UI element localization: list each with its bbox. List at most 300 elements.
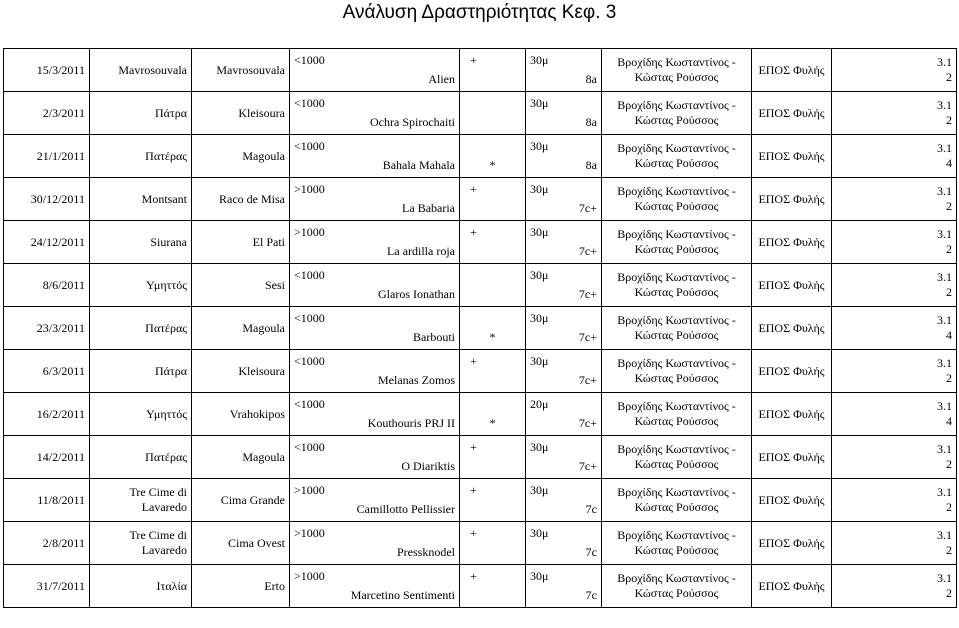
sector-value: Raco de Misa — [219, 191, 285, 206]
style-cell — [460, 565, 526, 608]
grade-value: 7c — [585, 545, 597, 559]
sector-cell — [192, 135, 290, 178]
area-cell — [90, 436, 192, 479]
sector-cell — [192, 264, 290, 307]
route-name: Barbouti — [413, 330, 455, 344]
duration-cell — [526, 307, 602, 350]
grade-value: 7c — [585, 588, 597, 602]
grade-value: 7c+ — [578, 373, 597, 387]
route-cell — [290, 307, 460, 350]
route-name: La Babaria — [402, 201, 455, 215]
table-row — [4, 522, 957, 565]
area-cell — [90, 479, 192, 522]
style-cell — [460, 178, 526, 221]
climbers-cell — [602, 49, 752, 92]
length-value: >1000 — [294, 483, 325, 497]
climber-partner: Κώστας Ρούσσος — [634, 70, 719, 84]
style-cell — [460, 479, 526, 522]
date-cell — [4, 264, 90, 307]
route-cell — [290, 350, 460, 393]
route-cell — [290, 49, 460, 92]
level-value: 2 — [946, 543, 952, 557]
route-name: Ochra Spirochaiti — [370, 115, 455, 129]
date-value: 2/8/2011 — [42, 535, 85, 550]
area-cell — [90, 92, 192, 135]
style-cell — [460, 92, 526, 135]
org-value: ΕΠΟΣ Φυλής — [758, 406, 825, 421]
code-cell — [832, 479, 957, 522]
area-cell — [90, 178, 192, 221]
duration-cell — [526, 135, 602, 178]
table-row — [4, 221, 957, 264]
route-cell — [290, 135, 460, 178]
grade-value: 7c+ — [578, 416, 597, 430]
area-cell — [90, 522, 192, 565]
style-flag-plus: + — [470, 182, 477, 196]
duration-cell — [526, 49, 602, 92]
duration-value: 30μ — [530, 268, 549, 282]
grade-value: 7c+ — [578, 287, 597, 301]
climber-partner: Κώστας Ρούσσος — [634, 328, 719, 342]
route-name: O Diariktis — [401, 459, 455, 473]
climber-primary: Βροχίδης Κωσταντίνος - — [617, 184, 736, 198]
style-flag-star: * — [489, 330, 496, 344]
route-cell — [290, 479, 460, 522]
code-cell — [832, 350, 957, 393]
org-value: ΕΠΟΣ Φυλής — [758, 492, 825, 507]
code-cell — [832, 565, 957, 608]
table-row — [4, 49, 957, 92]
route-name: La ardilla roja — [387, 244, 455, 258]
climbers-cell — [602, 436, 752, 479]
date-value: 16/2/2011 — [36, 406, 85, 421]
sector-cell — [192, 221, 290, 264]
route-name: Glaros Ionathan — [378, 287, 455, 301]
grade-value: 7c+ — [578, 459, 597, 473]
route-cell — [290, 565, 460, 608]
sector-cell — [192, 393, 290, 436]
route-name: Marcetino Sentimenti — [350, 588, 455, 602]
climbers-cell — [602, 350, 752, 393]
level-value: 2 — [946, 457, 952, 471]
climber-partner: Κώστας Ρούσσος — [634, 285, 719, 299]
duration-cell — [526, 178, 602, 221]
climbers-cell — [602, 522, 752, 565]
table-row — [4, 307, 957, 350]
sector-value: Erto — [264, 578, 285, 593]
org-value: ΕΠΟΣ Φυλής — [758, 234, 825, 249]
style-cell — [460, 350, 526, 393]
duration-cell — [526, 221, 602, 264]
org-value: ΕΠΟΣ Φυλής — [758, 320, 825, 335]
style-flag-plus: + — [470, 483, 477, 497]
level-value: 4 — [946, 414, 952, 428]
code-value: 3.1 — [937, 356, 952, 370]
org-cell — [752, 436, 832, 479]
duration-value: 30μ — [530, 526, 549, 540]
climbers-cell — [602, 92, 752, 135]
duration-cell — [526, 393, 602, 436]
level-value: 2 — [946, 285, 952, 299]
sector-value: Kleisoura — [238, 363, 285, 378]
area-value: Ιταλία — [156, 578, 187, 593]
style-flag-plus: + — [470, 440, 477, 454]
duration-value: 30μ — [530, 483, 549, 497]
area-value: Siurana — [150, 234, 187, 249]
org-cell — [752, 178, 832, 221]
duration-cell — [526, 522, 602, 565]
level-value: 2 — [946, 70, 952, 84]
climber-partner: Κώστας Ρούσσος — [634, 457, 719, 471]
climber-primary: Βροχίδης Κωσταντίνος - — [617, 528, 736, 542]
level-value: 4 — [946, 328, 952, 342]
route-cell — [290, 264, 460, 307]
style-cell — [460, 522, 526, 565]
route-cell — [290, 393, 460, 436]
climber-partner: Κώστας Ρούσσος — [634, 242, 719, 256]
duration-cell — [526, 264, 602, 307]
area-value: Tre Cime di Lavaredo — [129, 485, 187, 514]
grade-value: 7c+ — [578, 201, 597, 215]
climber-partner: Κώστας Ρούσσος — [634, 113, 719, 127]
length-value: <1000 — [294, 139, 325, 153]
table-row — [4, 350, 957, 393]
climber-partner: Κώστας Ρούσσος — [634, 500, 719, 514]
date-value: 21/1/2011 — [36, 148, 85, 163]
table-row — [4, 479, 957, 522]
sector-value: Kleisoura — [238, 105, 285, 120]
duration-value: 30μ — [530, 139, 549, 153]
sector-value: Cima Grande — [220, 492, 285, 507]
area-cell — [90, 565, 192, 608]
duration-cell — [526, 92, 602, 135]
climber-primary: Βροχίδης Κωσταντίνος - — [617, 98, 736, 112]
org-value: ΕΠΟΣ Φυλής — [758, 363, 825, 378]
style-flag-plus: + — [470, 569, 477, 583]
date-value: 31/7/2011 — [36, 578, 85, 593]
table-body — [4, 49, 957, 608]
org-cell — [752, 49, 832, 92]
area-cell — [90, 350, 192, 393]
sector-cell — [192, 307, 290, 350]
code-value: 3.1 — [937, 399, 952, 413]
duration-value: 30μ — [530, 53, 549, 67]
sector-value: Cima Ovest — [228, 535, 285, 550]
date-value: 23/3/2011 — [36, 320, 85, 335]
area-value: Πάτρα — [154, 363, 187, 378]
length-value: <1000 — [294, 397, 325, 411]
table-row — [4, 178, 957, 221]
climbers-cell — [602, 393, 752, 436]
date-value: 24/12/2011 — [30, 234, 85, 249]
sector-cell — [192, 522, 290, 565]
duration-cell — [526, 565, 602, 608]
code-value: 3.1 — [937, 184, 952, 198]
sector-cell — [192, 350, 290, 393]
level-value: 4 — [946, 156, 952, 170]
style-flag-star: * — [489, 158, 496, 172]
length-value: <1000 — [294, 96, 325, 110]
date-cell — [4, 307, 90, 350]
duration-value: 30μ — [530, 96, 549, 110]
style-cell — [460, 221, 526, 264]
org-cell — [752, 479, 832, 522]
code-value: 3.1 — [937, 313, 952, 327]
climbers-cell — [602, 565, 752, 608]
code-cell — [832, 522, 957, 565]
grade-value: 7c — [585, 502, 597, 516]
date-value: 6/3/2011 — [42, 363, 85, 378]
duration-value: 30μ — [530, 354, 549, 368]
date-cell — [4, 393, 90, 436]
duration-value: 20μ — [530, 397, 549, 411]
date-cell — [4, 350, 90, 393]
length-value: <1000 — [294, 53, 325, 67]
org-cell — [752, 135, 832, 178]
climber-partner: Κώστας Ρούσσος — [634, 199, 719, 213]
date-value: 15/3/2011 — [36, 62, 85, 77]
date-value: 8/6/2011 — [42, 277, 85, 292]
area-value: Montsant — [141, 191, 187, 206]
style-flag-plus: + — [470, 354, 477, 368]
area-cell — [90, 264, 192, 307]
date-value: 2/3/2011 — [42, 105, 85, 120]
climber-primary: Βροχίδης Κωσταντίνος - — [617, 313, 736, 327]
climber-primary: Βροχίδης Κωσταντίνος - — [617, 55, 736, 69]
sector-value: Magoula — [242, 449, 285, 464]
style-cell — [460, 49, 526, 92]
style-cell — [460, 307, 526, 350]
level-value: 2 — [946, 500, 952, 514]
style-cell — [460, 436, 526, 479]
climber-partner: Κώστας Ρούσσος — [634, 414, 719, 428]
sector-cell — [192, 92, 290, 135]
org-cell — [752, 264, 832, 307]
area-value: Πάτρα — [154, 105, 187, 120]
code-value: 3.1 — [937, 98, 952, 112]
sector-value: Magoula — [242, 320, 285, 335]
area-cell — [90, 393, 192, 436]
org-value: ΕΠΟΣ Φυλής — [758, 191, 825, 206]
route-name: Kouthouris PRJ II — [367, 416, 455, 430]
org-value: ΕΠΟΣ Φυλής — [758, 535, 825, 550]
duration-value: 30μ — [530, 225, 549, 239]
table-row — [4, 264, 957, 307]
date-cell — [4, 135, 90, 178]
area-value: Πατέρας — [145, 148, 187, 163]
area-cell — [90, 49, 192, 92]
duration-value: 30μ — [530, 182, 549, 196]
route-name: Bahala Mahala — [382, 158, 455, 172]
code-value: 3.1 — [937, 55, 952, 69]
table-row — [4, 393, 957, 436]
org-cell — [752, 350, 832, 393]
level-value: 2 — [946, 371, 952, 385]
route-name: Melanas Zomos — [378, 373, 455, 387]
date-cell — [4, 522, 90, 565]
duration-value: 30μ — [530, 569, 549, 583]
code-value: 3.1 — [937, 442, 952, 456]
sector-cell — [192, 479, 290, 522]
org-cell — [752, 565, 832, 608]
style-flag-star: * — [489, 416, 496, 430]
duration-cell — [526, 350, 602, 393]
area-value: Πατέρας — [145, 449, 187, 464]
climber-partner: Κώστας Ρούσσος — [634, 371, 719, 385]
length-value: <1000 — [294, 268, 325, 282]
grade-value: 8a — [585, 158, 597, 172]
style-flag-plus: + — [470, 53, 477, 67]
grade-value: 8a — [585, 72, 597, 86]
climber-primary: Βροχίδης Κωσταντίνος - — [617, 141, 736, 155]
climbers-cell — [602, 135, 752, 178]
area-cell — [90, 135, 192, 178]
length-value: <1000 — [294, 311, 325, 325]
code-value: 3.1 — [937, 270, 952, 284]
date-cell — [4, 92, 90, 135]
date-cell — [4, 479, 90, 522]
area-value: Tre Cime di Lavaredo — [129, 528, 187, 557]
route-name: Pressknodel — [397, 545, 455, 559]
area-value: Πατέρας — [145, 320, 187, 335]
route-cell — [290, 221, 460, 264]
org-cell — [752, 221, 832, 264]
style-cell — [460, 264, 526, 307]
code-cell — [832, 393, 957, 436]
sector-cell — [192, 178, 290, 221]
grade-value: 7c+ — [578, 330, 597, 344]
climber-primary: Βροχίδης Κωσταντίνος - — [617, 485, 736, 499]
style-cell — [460, 393, 526, 436]
date-value: 30/12/2011 — [30, 191, 85, 206]
climber-primary: Βροχίδης Κωσταντίνος - — [617, 399, 736, 413]
area-value: Υμηττός — [146, 277, 187, 292]
route-name: Alien — [428, 72, 455, 86]
level-value: 2 — [946, 586, 952, 600]
area-value: Υμηττός — [146, 406, 187, 421]
table-row — [4, 135, 957, 178]
org-value: ΕΠΟΣ Φυλής — [758, 62, 825, 77]
table-row — [4, 565, 957, 608]
style-flag-plus: + — [470, 225, 477, 239]
org-value: ΕΠΟΣ Φυλής — [758, 578, 825, 593]
code-value: 3.1 — [937, 227, 952, 241]
org-cell — [752, 393, 832, 436]
route-cell — [290, 436, 460, 479]
sector-value: Magoula — [242, 148, 285, 163]
sector-value: Mavrosouvala — [216, 62, 285, 77]
level-value: 2 — [946, 242, 952, 256]
code-cell — [832, 264, 957, 307]
route-name: Camillotto Pellissier — [356, 502, 455, 516]
climber-primary: Βροχίδης Κωσταντίνος - — [617, 270, 736, 284]
sector-cell — [192, 565, 290, 608]
date-value: 14/2/2011 — [36, 449, 85, 464]
level-value: 2 — [946, 199, 952, 213]
style-cell — [460, 135, 526, 178]
climber-primary: Βροχίδης Κωσταντίνος - — [617, 571, 736, 585]
length-value: >1000 — [294, 225, 325, 239]
org-cell — [752, 92, 832, 135]
date-cell — [4, 49, 90, 92]
sector-value: Vrahokipos — [229, 406, 285, 421]
date-cell — [4, 178, 90, 221]
climber-primary: Βροχίδης Κωσταντίνος - — [617, 442, 736, 456]
climber-partner: Κώστας Ρούσσος — [634, 156, 719, 170]
sector-cell — [192, 436, 290, 479]
code-value: 3.1 — [937, 485, 952, 499]
date-value: 11/8/2011 — [37, 492, 85, 507]
area-value: Mavrosouvala — [118, 62, 187, 77]
date-cell — [4, 565, 90, 608]
length-value: >1000 — [294, 526, 325, 540]
area-cell — [90, 307, 192, 350]
code-value: 3.1 — [937, 571, 952, 585]
grade-value: 8a — [585, 115, 597, 129]
table-row — [4, 436, 957, 479]
activity-table — [3, 48, 957, 608]
org-value: ΕΠΟΣ Φυλής — [758, 277, 825, 292]
climber-primary: Βροχίδης Κωσταντίνος - — [617, 227, 736, 241]
duration-value: 30μ — [530, 311, 549, 325]
climber-partner: Κώστας Ρούσσος — [634, 543, 719, 557]
org-value: ΕΠΟΣ Φυλής — [758, 105, 825, 120]
org-cell — [752, 307, 832, 350]
route-cell — [290, 178, 460, 221]
sector-value: Sesi — [264, 277, 285, 292]
duration-value: 30μ — [530, 440, 549, 454]
area-cell — [90, 221, 192, 264]
org-cell — [752, 522, 832, 565]
grade-value: 7c+ — [578, 244, 597, 258]
climbers-cell — [602, 264, 752, 307]
duration-cell — [526, 479, 602, 522]
code-cell — [832, 178, 957, 221]
length-value: <1000 — [294, 440, 325, 454]
code-value: 3.1 — [937, 141, 952, 155]
code-cell — [832, 436, 957, 479]
page-title: Ανάλυση Δραστηριότητας Κεφ. 3 — [342, 2, 617, 23]
climbers-cell — [602, 221, 752, 264]
length-value: >1000 — [294, 569, 325, 583]
climber-primary: Βροχίδης Κωσταντίνος - — [617, 356, 736, 370]
length-value: >1000 — [294, 182, 325, 196]
sector-cell — [192, 49, 290, 92]
table-row — [4, 92, 957, 135]
code-cell — [832, 92, 957, 135]
code-cell — [832, 221, 957, 264]
length-value: <1000 — [294, 354, 325, 368]
duration-cell — [526, 436, 602, 479]
code-cell — [832, 49, 957, 92]
level-value: 2 — [946, 113, 952, 127]
date-cell — [4, 221, 90, 264]
route-cell — [290, 92, 460, 135]
code-cell — [832, 135, 957, 178]
org-value: ΕΠΟΣ Φυλής — [758, 449, 825, 464]
code-value: 3.1 — [937, 528, 952, 542]
climbers-cell — [602, 307, 752, 350]
route-cell — [290, 522, 460, 565]
org-value: ΕΠΟΣ Φυλής — [758, 148, 825, 163]
code-cell — [832, 307, 957, 350]
climbers-cell — [602, 479, 752, 522]
climber-partner: Κώστας Ρούσσος — [634, 586, 719, 600]
date-cell — [4, 436, 90, 479]
style-flag-plus: + — [470, 526, 477, 540]
sector-value: El Pati — [252, 234, 285, 249]
climbers-cell — [602, 178, 752, 221]
